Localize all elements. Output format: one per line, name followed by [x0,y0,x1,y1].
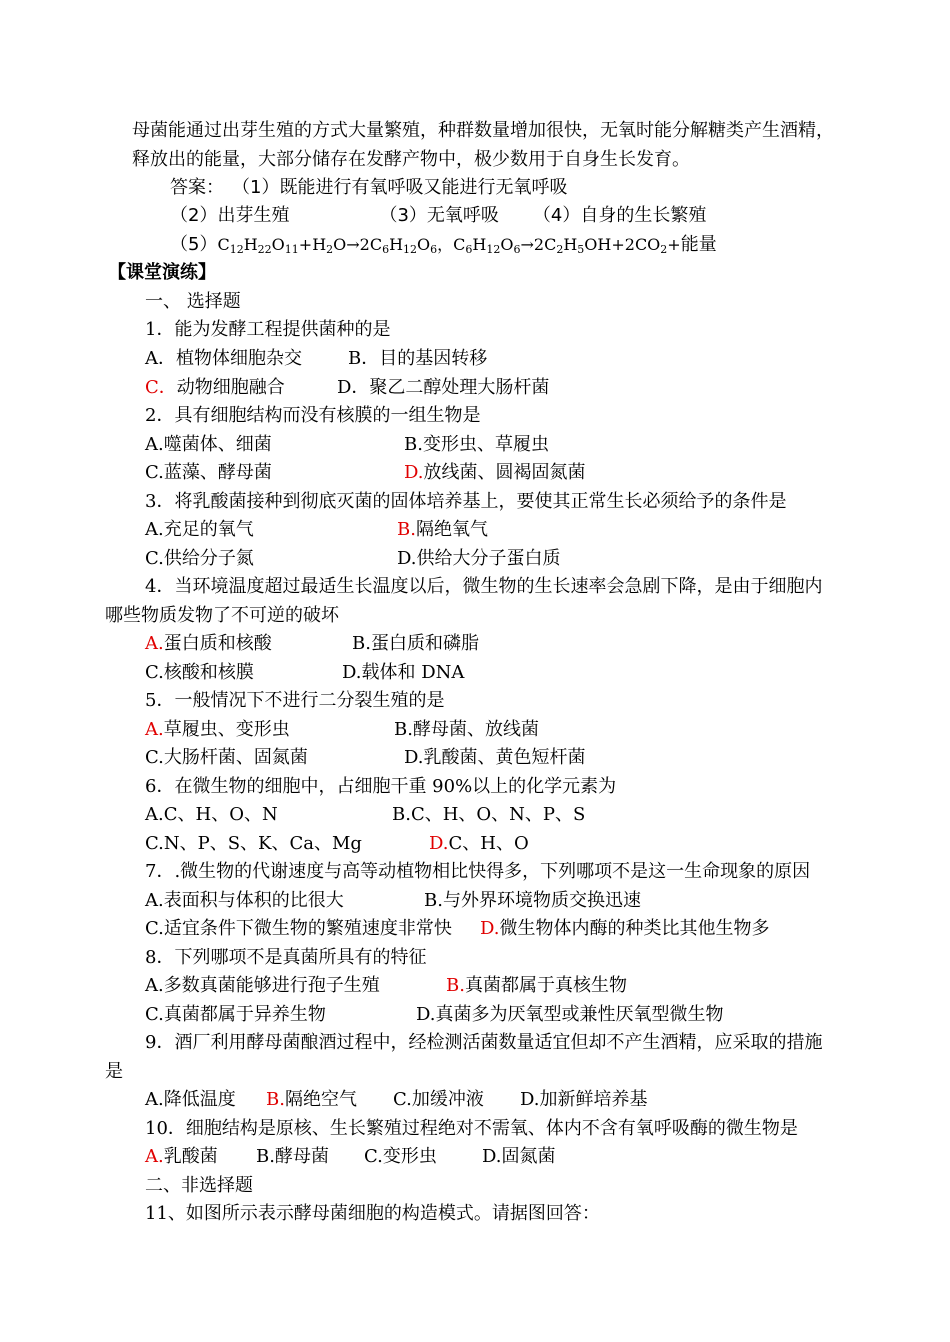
answer-1: （1）既能进行有氧呼吸又能进行无氧呼吸 [232,177,568,198]
answer-line-1 [170,176,567,200]
q1-option-c-text: 动物细胞融合 [176,377,285,398]
q8-option-b-letter: B. [446,975,465,996]
q10-stem: 10．细胞结构是原核、生长繁殖过程绝对不需氧、体内不含有氧呼吸酶的微生物是 [145,1118,798,1139]
answer-2: （2）出芽生殖 [170,205,290,226]
part-1-heading: 一、 选择题 [145,291,241,312]
q6-option-d-letter: D. [429,833,449,854]
q5-option-a-letter: A. [145,719,164,740]
q10-option-a [145,1145,218,1169]
q2-option-d [404,461,586,485]
q2-option-c: C.蓝藻、酵母菌 [145,462,272,483]
q9-option-b [266,1088,357,1112]
q3-stem: 3．将乳酸菌接种到彻底灭菌的固体培养基上，要使其正常生长必须给予的条件是 [145,491,787,512]
intro-line-2: 释放出的能量，大部分储存在发酵产物中，极少数用于自身生长发育。 [132,149,690,170]
chemical-equations: $C_{12}H_{22}O_{11}+H_2O\to 2C_6H_{12}O_6$，$C_6H_{12}O_6\to 2C_2H_5OH+2CO_2+$ [217,235,681,256]
q7-option-c: C.适宜条件下微生物的繁殖速度非常快 [145,918,452,939]
q6-option-c: C.N、P、S、K、Ca、Mg [145,833,362,854]
q6-option-d-text: C、H、O [448,833,529,854]
q2-option-d-text: 放线菌、圆褐固氮菌 [423,462,586,483]
part-2-heading: 二、非选择题 [145,1175,253,1196]
q5-option-a-text: 草履虫、变形虫 [163,719,290,740]
intro-line-1: 母菌能通过出芽生殖的方式大量繁殖，种群数量增加很快，无氧时能分解糖类产生酒精， [132,120,834,141]
q7-option-b: B.与外界环境物质交换迅速 [424,890,641,911]
q8-option-a: A.多数真菌能够进行孢子生殖 [145,975,380,996]
q1-option-c-letter: C． [145,377,177,398]
q11-stem: 11、如图所示表示酵母菌细胞的构造模式。请据图回答： [145,1203,600,1224]
q1-option-d: D．聚乙二醇处理大肠杆菌 [337,377,550,398]
q3-option-b-letter: B. [397,519,416,540]
q4-option-c: C.核酸和核膜 [145,662,254,683]
q5-option-c: C.大肠杆菌、固氮菌 [145,747,308,768]
q4-stem-2: 哪些物质发物了不可逆的破坏 [105,605,339,626]
q9-stem-1: 9．酒厂利用酵母菌酿酒过程中，经检测活菌数量适宜但却不产生酒精，应采取的措施 [145,1032,823,1053]
q9-option-b-text: 隔绝空气 [284,1089,357,1110]
q10-option-b: B.酵母菌 [256,1146,329,1167]
q5-option-d: D.乳酸菌、黄色短杆菌 [404,747,586,768]
section-title: 【课堂演练】 [108,262,216,283]
answer-line-2 [170,204,706,228]
answer-label: 答案： [170,177,224,198]
q3-option-d: D.供给大分子蛋白质 [397,548,561,569]
q4-option-b: B.蛋白质和磷脂 [352,633,479,654]
q8-option-b [446,974,627,998]
q9-option-b-letter: B. [266,1089,285,1110]
q7-stem: 7．.微生物的代谢速度与高等动植物相比快得多，下列哪项不是这一生命现象的原因 [145,861,811,882]
q4-stem-1: 4．当环境温度超过最适生长温度以后，微生物的生长速率会急剧下降，是由于细胞内 [145,576,823,597]
q3-option-a: A.充足的氧气 [145,519,254,540]
q5-stem: 5．一般情况下不进行二分裂生殖的是 [145,690,445,711]
q6-option-b: B.C、H、O、N、P、S [392,804,586,825]
q6-option-a: A.C、H、O、N [145,804,278,825]
q10-option-c: C.变形虫 [364,1146,437,1167]
q4-option-a-text: 蛋白质和核酸 [163,633,272,654]
q9-option-a: A.降低温度 [145,1089,236,1110]
q9-option-d: D.加新鲜培养基 [520,1089,648,1110]
q7-option-d [480,917,770,941]
q3-option-b [397,518,488,542]
answer-5-prefix: （5） [170,234,218,255]
q5-option-a [145,718,290,742]
q2-option-d-letter: D. [404,462,424,483]
q10-option-a-letter: A. [145,1146,164,1167]
q1-stem: 1．能为发酵工程提供菌种的是 [145,319,391,340]
q8-option-c: C.真菌都属于异养生物 [145,1004,326,1025]
q2-option-b: B.变形虫、草履虫 [404,434,549,455]
answer-5-suffix: 能量 [680,234,717,255]
q1-option-a: A．植物体细胞杂交 [145,348,302,369]
q5-option-b: B.酵母菌、放线菌 [394,719,539,740]
q2-option-a: A.噬菌体、细菌 [145,434,272,455]
q6-option-d [429,832,529,856]
q7-option-d-text: 微生物体内酶的种类比其他生物多 [499,918,770,939]
q4-option-a-letter: A. [145,633,164,654]
q3-option-c: C.供给分子氮 [145,548,254,569]
q1-option-c [145,376,285,400]
q4-option-d: D.载体和 DNA [342,662,465,683]
q7-option-a: A.表面积与体积的比很大 [145,890,344,911]
q9-stem-2: 是 [105,1061,123,1082]
answer-3: （3）无氧呼吸 [379,205,499,226]
q10-option-a-text: 乳酸菌 [163,1146,218,1167]
q10-option-d: D.固氮菌 [482,1146,556,1167]
q7-option-d-letter: D. [480,918,500,939]
q2-stem: 2．具有细胞结构而没有核膜的一组生物是 [145,405,481,426]
q9-option-c: C.加缓冲液 [393,1089,484,1110]
q6-stem: 6．在微生物的细胞中，占细胞干重 90%以上的化学元素为 [145,776,617,797]
q8-option-b-text: 真菌都属于真核生物 [464,975,627,996]
q3-option-b-text: 隔绝氧气 [415,519,488,540]
q8-stem: 8．下列哪项不是真菌所具有的特征 [145,947,427,968]
answer-4: （4）自身的生长繁殖 [532,205,707,226]
q4-option-a [145,632,272,656]
q8-option-d: D.真菌多为厌氧型或兼性厌氧型微生物 [416,1004,724,1025]
q1-option-b: B．目的基因转移 [348,348,488,369]
answer-line-5 [170,233,717,257]
